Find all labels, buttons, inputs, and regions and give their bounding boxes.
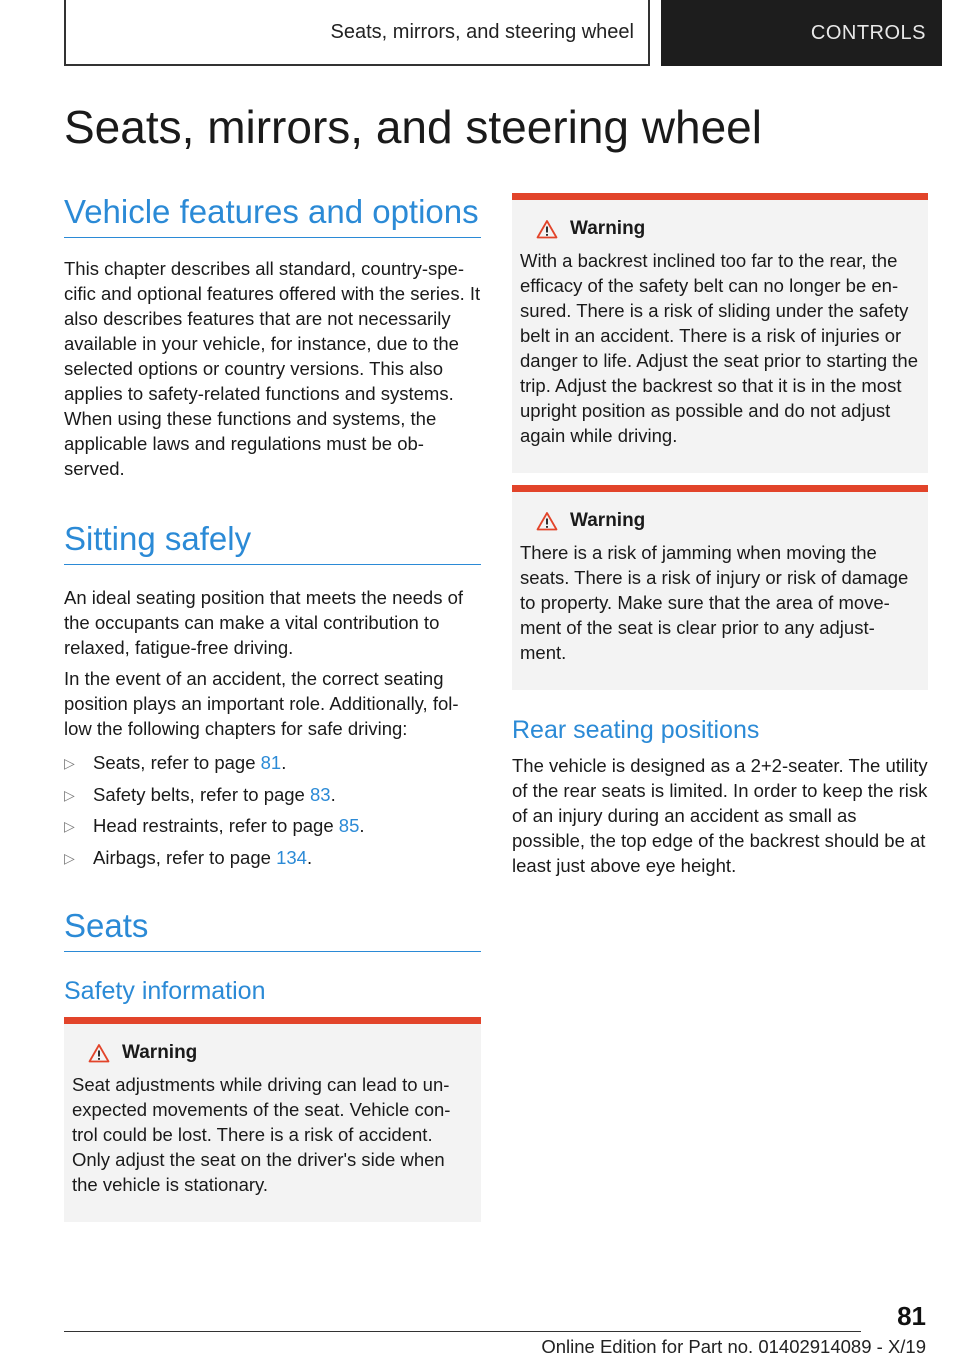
list-item [64,782,481,814]
header-chapter-label: CONTROLS [810,21,926,44]
page-link[interactable]: 85 [338,815,360,836]
heading-sitting-safely: Sitting safely [64,520,481,565]
header-section-label: Seats, mirrors, and steering wheel [330,20,634,43]
heading-safety-information: Safety information [64,977,266,1005]
footer-edition: Online Edition for Part no. 01402914089 - X/19 [541,1336,926,1357]
page-link[interactable]: 134 [276,846,307,868]
warning-label: Warning [570,510,646,531]
warning-label: Warning [570,218,646,239]
list-item-text: Safety belts, refer to page 83. [93,783,336,805]
vehicle-features-body: This chapter describes all standard, country-spe-cific and optional features offered with the series. It also describes features that are not necessarily available in your vehicle, for instance, due to the selected options or country versions. This also applies to safety-related functions and systems. When using these functions and systems, the applicable laws and regulations must be ob-served. [64,258,481,479]
triangle-right-icon: ▷ [64,786,75,803]
page-link[interactable]: 83 [310,783,331,805]
triangle-right-icon: ▷ [64,755,75,771]
footer-divider [64,1331,861,1332]
heading-seats: Seats [64,907,481,952]
page-link[interactable]: 81 [260,752,282,773]
list-item-text: Head restraints, refer to page 85. [93,815,365,836]
warning-box-backrest [512,193,928,473]
safe-driving-list [64,750,481,876]
warning-box-seat-adjust [64,1017,481,1222]
warning-label: Warning [122,1042,198,1063]
header-section-title [64,0,650,66]
warning-box-jamming [512,485,928,690]
heading-vehicle-features: Vehicle features and options [64,193,481,238]
heading-rear-seating: Rear seating positions [512,716,760,744]
warning-triangle-icon [536,219,558,239]
warning-header [520,218,920,240]
warning-text: Seat adjustments while driving can lead to un-expected movements of the seat. Vehicle con-trol could be lost. There is a risk of accident. Only adjust the seat on the driver's side when the vehicle is stationary. [72,1074,451,1195]
warning-text: There is a risk of jamming when moving the seats. There is a risk of injury or risk of damage to property. Make sure that the area of move-ment of the seat is clear prior to any adjust-ment. [520,542,909,663]
page-title: Seats, mirrors, and steering wheel [64,101,762,153]
warning-header [72,1042,473,1064]
rear-seating-body: The vehicle is designed as a 2+2-seater. The utility of the rear seats is limited. In order to keep the risk of an injury during an accident as small as possible, the top edge of the backrest should be at least just above eye height. [512,755,928,876]
warning-text: With a backrest inclined too far to the rear, the efficacy of the safety belt can no longer be en-sured. There is a risk of sliding under the safety belt in an accident. There is a risk of injuries or danger to life. Adjust the seat prior to starting the trip. Adjust the backrest so that it is in the most upright position as possible and do not adjust again while driving. [520,250,918,446]
triangle-right-icon: ▷ [64,849,75,866]
warning-header [520,510,920,532]
page-number: 81 [897,1301,926,1331]
warning-triangle-icon [88,1043,110,1063]
sitting-safely-para2: In the event of an accident, the correct seating position plays an important role. Additionally, fol-low the following chapters for safe driving: [64,668,459,739]
sitting-safely-para1: An ideal seating position that meets the needs of the occupants can make a vital contribution to relaxed, fatigue-free driving. [64,587,464,658]
warning-triangle-icon [536,511,558,531]
list-item [64,845,481,877]
list-item [64,813,481,845]
list-item-text: Airbags, refer to page 134. [93,846,313,868]
list-item-text: Seats, refer to page 81. [93,752,287,773]
triangle-right-icon: ▷ [64,818,75,834]
header-chapter-tab[interactable] [661,0,942,66]
list-item [64,750,481,782]
